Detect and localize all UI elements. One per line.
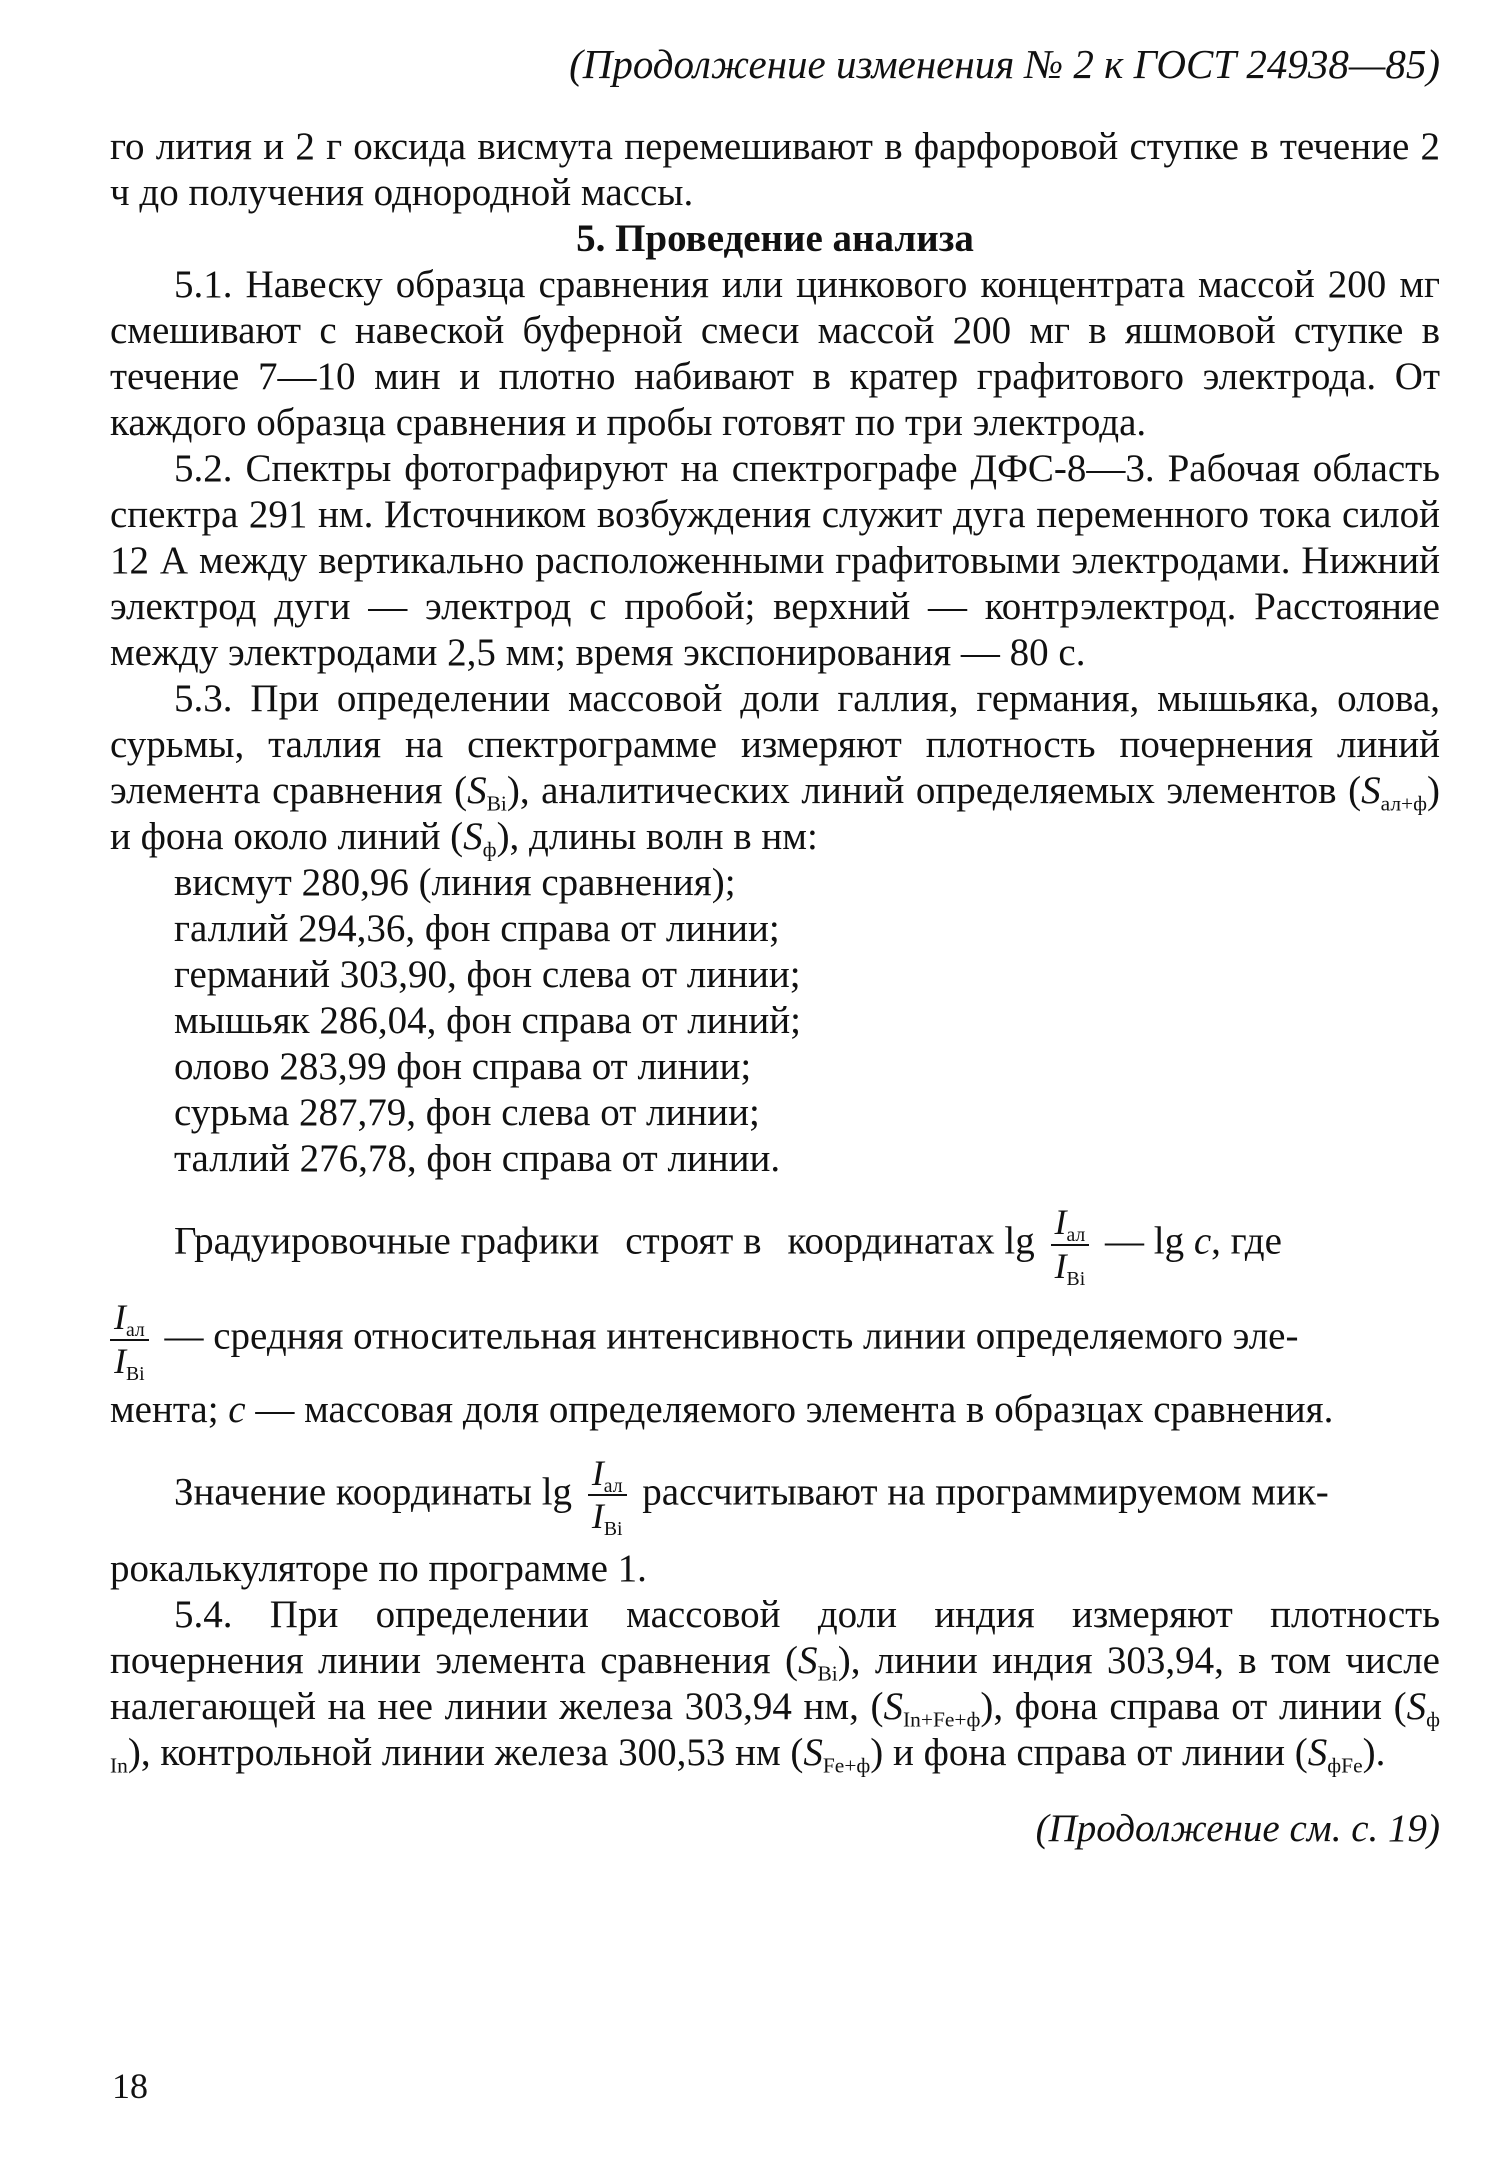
list-item: мышьяк 286,04, фон справа от линий; [174,999,801,1042]
graduation-paragraph: Градуировочные графики строят в координатах lg $\frac{I_{ал}}{I_{Bi}}$ — lg c, где [174,1202,1282,1290]
list-item: таллий 276,78, фон справа от линии. [174,1137,781,1180]
list-item: германий 303,90, фон слева от линии; [174,953,801,996]
mass-fraction-paragraph: мента; c — массовая доля определяемого элемента в образцах сравнения. [110,1387,1334,1431]
intensity-fraction: $\frac{I_{ал}}{I_{Bi}}$ [1051,1204,1090,1285]
list-item: висмут 280,96 (линия сравнения); [174,861,736,904]
section-title: 5. Проведение анализа [576,217,974,260]
intro-paragraph: го лития и 2 г оксида висмута перемешивают в фарфоровой ступке в течение 2 ч до получения однородной массы. [110,125,1440,214]
wavelength-list [110,860,1440,1182]
list-item: сурьма 287,79, фон слева от линии; [174,1091,760,1134]
paragraph-5-3: 5.3. При определении массовой доли галлия, германия, мышьяка, олова, сурьмы, таллия на спектрограмме измеряют плотность почернения линий элемента сравнения $(S_{Bi})$, аналитических линий определяемых элементов $(S_{ал+ф})$ и фона около линий $(S_ф)$, длины волн в нм: [110,677,1440,862]
coordinate-paragraph: Значение координаты lg $\frac{I_{ал}}{I_{Bi}}$ рассчитывают на программируемом мик- [174,1452,1329,1541]
intensity-fraction: $\frac{I_{ал}}{I_{Bi}}$ [110,1299,149,1380]
paragraph-5-1: 5.1. Навеску образца сравнения или цинкового концентрата массой 200 мг смешивают с навеской буферной смеси массой 200 мг в яшмовой ступке в течение 7—10 мин и плотно набивают в кратер графитового электрода. От каждого образца сравнения и пробы готовят по три электрода. [110,263,1440,444]
page-header: (Продолжение изменения № 2 к ГОСТ 24938—85) [569,41,1440,87]
continued-note: (Продолжение см. с. 19) [1035,1806,1440,1850]
document-page [110,40,1440,1852]
paragraph-5-2: 5.2. Спектры фотографируют на спектрографе ДФС-8—3. Рабочая область спектра 291 нм. Источником возбуждения служит дуга переменного тока силой 12 А между вертикально расположенными графитовыми электродами. Нижний электрод дуги — электрод с пробой; верхний — контрэлектрод. Расстояние между электродами 2,5 мм; время экспонирования — 80 с. [110,447,1440,674]
page-number: 18 [112,2066,148,2106]
paragraph-5-4: 5.4. При определении массовой доли индия измеряют плотность почернения линии элемента сравнения $(S_{Bi})$, линии индия 303,94, в том числе налегающей на нее линии железа 303,94 нм, $(S_{In+Fe+ф})$, фона справа от линии $(S_{ф In})$, контрольной линии железа 300,53 нм $(S_{Fe+ф})$ и фона справа от линии $(S_{фFe})$. [110,1592,1440,1778]
list-item: галлий 294,36, фон справа от линии; [174,907,780,950]
intensity-fraction: $\frac{I_{ал}}{I_{Bi}}$ [588,1455,627,1536]
list-item: олово 283,99 фон справа от линии; [174,1045,752,1088]
program-paragraph: рокалькуляторе по программе 1. [110,1546,647,1590]
mean-intensity-paragraph: $\frac{I_{ал}}{I_{Bi}}$ — средняя относительная интенсивность линии определяемого эле- [110,1299,1440,1380]
